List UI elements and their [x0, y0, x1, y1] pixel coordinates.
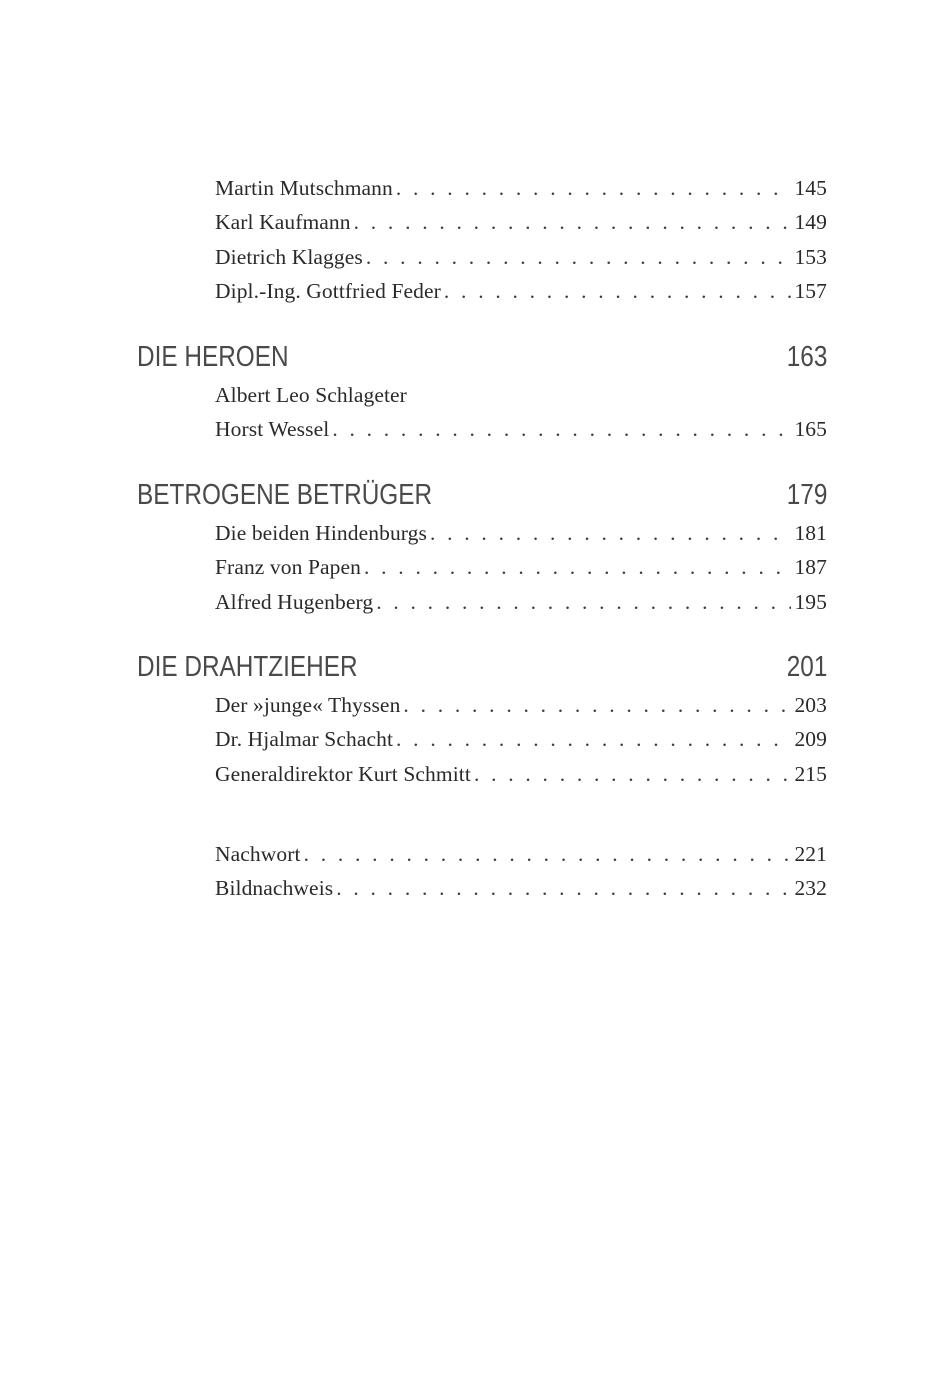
toc-entry-title: Martin Mutschmann: [215, 176, 393, 200]
section-heading: [137, 341, 827, 381]
toc-entry-title: Karl Kaufmann: [215, 210, 351, 234]
toc-entry-page: 165: [794, 417, 827, 441]
section-heading: [137, 651, 827, 691]
toc-entry: [215, 693, 827, 727]
section-heading-title: DIE HEROEN: [137, 341, 289, 373]
dot-leader: [430, 521, 791, 546]
toc-entry: [215, 590, 827, 624]
toc-entry-page: 215: [794, 762, 827, 786]
toc-entry-page: 187: [794, 555, 827, 579]
toc-entry-page: 232: [794, 876, 827, 900]
toc-entry-title: Dr. Hjalmar Schacht: [215, 727, 394, 751]
dot-leader: [366, 245, 792, 270]
toc-entry-title: Horst Wessel: [215, 417, 330, 441]
toc-entry-title: Dietrich Klagges: [215, 245, 363, 269]
toc-entry-page: 181: [794, 521, 827, 545]
toc-entry-title: Alfred Hugenberg: [215, 590, 374, 614]
section-heading-page: 201: [786, 651, 827, 683]
dot-leader: [403, 693, 791, 718]
toc-entry-page: 195: [794, 590, 827, 614]
toc-entry-page: 203: [794, 693, 827, 717]
dot-leader: [336, 876, 791, 901]
dot-leader: [396, 727, 791, 752]
section-heading-page: 179: [786, 479, 827, 511]
toc-entry: [215, 727, 827, 761]
toc-entry-title: Die beiden Hindenburgs: [215, 521, 427, 545]
dot-leader: [354, 210, 792, 235]
dot-leader: [396, 176, 792, 201]
section-heading-title: DIE DRAHTZIEHER: [137, 651, 358, 683]
toc-entry: [215, 521, 827, 555]
toc-entry: [215, 210, 827, 244]
toc-entry: [215, 176, 827, 210]
toc-entry-page: 209: [794, 727, 827, 751]
dot-leader: [376, 590, 791, 615]
toc-entry-title: Dipl.-Ing. Gottfried Feder: [215, 279, 441, 303]
section-heading-page: 163: [786, 341, 827, 373]
toc-entry: [215, 555, 827, 589]
toc-entry-title: Bildnachweis: [215, 876, 334, 900]
toc-entry: [215, 417, 827, 451]
dot-leader: [332, 417, 791, 442]
toc-entry-page: 145: [794, 176, 827, 200]
toc-entry-title: Albert Leo Schlageter: [215, 383, 407, 407]
toc-entry-title: Franz von Papen: [215, 555, 361, 579]
toc-entry-title: Der »junge« Thyssen: [215, 693, 401, 717]
dot-leader: [444, 279, 792, 304]
dot-leader: [304, 842, 792, 867]
toc-entry-page: 153: [794, 245, 827, 269]
toc-entry-page: 149: [794, 210, 827, 234]
dot-leader: [474, 762, 791, 787]
toc-entry-title: Generaldirektor Kurt Schmitt: [215, 762, 471, 786]
section-heading-title: BETROGENE BETRÜGER: [137, 479, 433, 511]
toc-entry: [215, 762, 827, 796]
toc-entry: [215, 245, 827, 279]
dot-leader: [364, 555, 791, 580]
toc-entry-title: Nachwort: [215, 842, 301, 866]
toc-entry: [215, 383, 827, 417]
toc-entry: [215, 876, 827, 910]
toc-entry: [215, 842, 827, 876]
toc-entry-page: 221: [794, 842, 827, 866]
section-heading: [137, 479, 827, 519]
toc-entry-page: 157: [794, 279, 827, 303]
toc-entry: [215, 279, 827, 313]
